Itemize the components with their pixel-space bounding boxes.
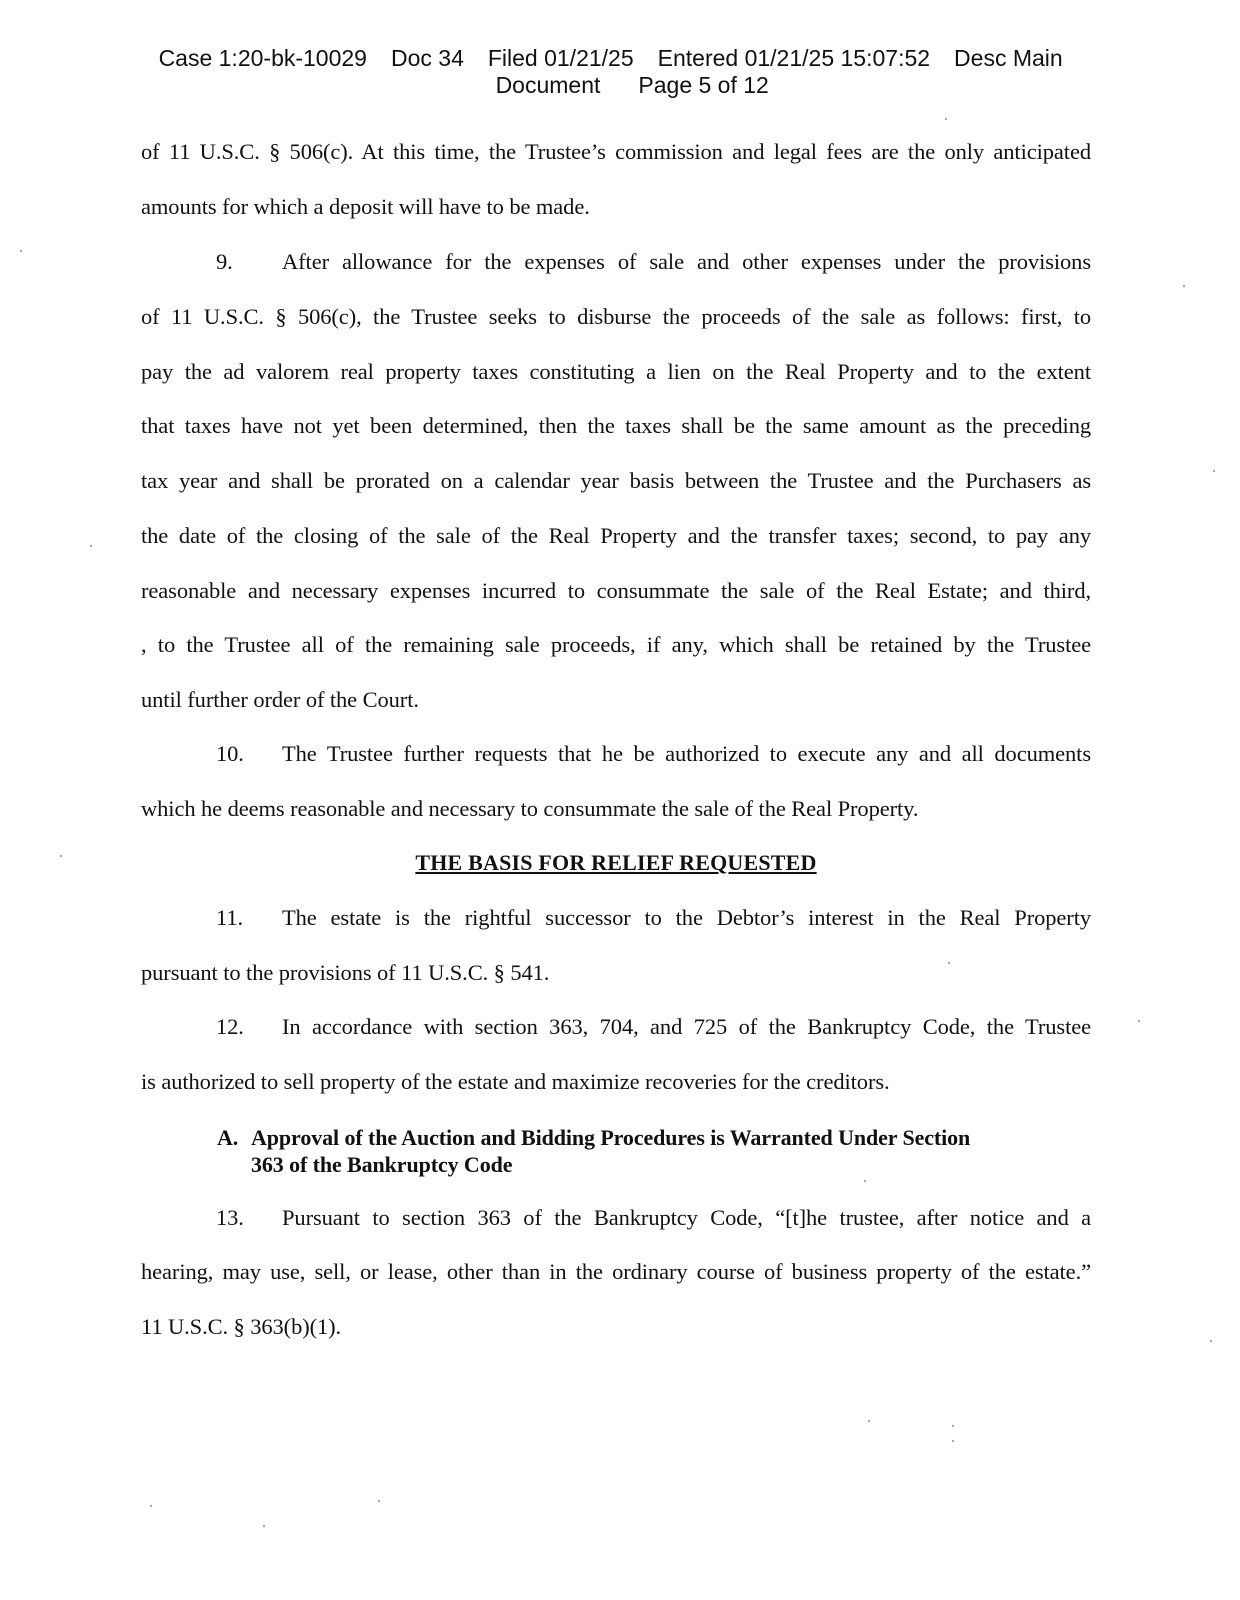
scan-speck (952, 1425, 954, 1427)
paragraph-9-number: 9. (216, 249, 233, 274)
scan-speck (378, 1500, 380, 1502)
scan-speck (60, 855, 62, 857)
paragraph-9-line-4: that taxes have not yet been determined, then the taxes shall be the same amount as the preceding (141, 413, 1091, 438)
paragraph-10-number: 10. (216, 741, 244, 766)
paragraph-11-text-1: The estate is the rightful successor to the Debtor’s interest in the Real Property (282, 905, 1091, 930)
paragraph-9-text-1: After allowance for the expenses of sale and other expenses under the provisions (282, 249, 1091, 274)
scan-speck (868, 1420, 870, 1422)
paragraph-9-line-1 (141, 249, 1091, 275)
scan-speck (1210, 1340, 1212, 1342)
subheading-a-letter: A. (217, 1125, 239, 1150)
paragraph-12-number: 12. (216, 1014, 244, 1039)
page-indicator: Page 5 of 12 (638, 72, 769, 98)
paragraph-9-line-3: pay the ad valorem real property taxes constituting a lien on the Real Property and to the extent (141, 359, 1091, 384)
filed-date: Filed 01/21/25 (487, 45, 634, 71)
scan-speck (90, 545, 92, 547)
paragraph-9-line-2: of 11 U.S.C. § 506(c), the Trustee seeks to disburse the proceeds of the sale as follows: first, to (141, 304, 1091, 329)
description: Desc Main (954, 45, 1063, 71)
paragraph-9-line-7: reasonable and necessary expenses incurred to consummate the sale of the Real Estate; and third, (141, 578, 1091, 603)
doc-number: Doc 34 (390, 45, 464, 71)
scan-speck (864, 1180, 866, 1182)
subheading-a (217, 1124, 970, 1178)
continuation-line-1: of 11 U.S.C. § 506(c). At this time, the Trustee’s commission and legal fees are the only anticipated (141, 139, 1091, 164)
paragraph-12-line-1 (141, 1014, 1091, 1040)
scan-speck (1138, 1020, 1140, 1022)
paragraph-11-number: 11. (216, 905, 243, 930)
scan-speck (1213, 470, 1215, 472)
paragraph-12-text-1: In accordance with section 363, 704, and 725 of the Bankruptcy Code, the Trustee (282, 1014, 1091, 1039)
paragraph-10-text-1: The Trustee further requests that he be authorized to execute any and all documents (282, 741, 1091, 766)
paragraph-10-line-1 (141, 741, 1091, 767)
case-number: Case 1:20-bk-10029 (158, 45, 367, 71)
paragraph-13-line-3: 11 U.S.C. § 363(b)(1). (141, 1314, 342, 1339)
subheading-a-line-1 (217, 1124, 970, 1151)
subheading-a-text-1: Approval of the Auction and Bidding Procedures is Warranted Under Section (251, 1125, 971, 1150)
subheading-a-line-2: 363 of the Bankruptcy Code (251, 1152, 513, 1177)
paragraph-11-line-2: pursuant to the provisions of 11 U.S.C. § 541. (141, 960, 550, 985)
paragraph-11-line-1 (141, 905, 1091, 931)
paragraph-13-text-1: Pursuant to section 363 of the Bankruptcy Code, “[t]he trustee, after notice and a (282, 1205, 1091, 1230)
document-label: Document (495, 72, 601, 98)
paragraph-13-line-2: hearing, may use, sell, or lease, other than in the ordinary course of business property of the estate.” (141, 1259, 1091, 1284)
scan-speck (263, 1525, 265, 1527)
scan-speck (948, 962, 950, 964)
paragraph-9-line-6: the date of the closing of the sale of the Real Property and the transfer taxes; second, to pay any (141, 523, 1091, 548)
paragraph-9-line-8: , to the Trustee all of the remaining sale proceeds, if any, which shall be retained by the Trustee (141, 632, 1091, 657)
continuation-line-2: amounts for which a deposit will have to be made. (141, 194, 590, 219)
paragraph-9-line-5: tax year and shall be prorated on a calendar year basis between the Trustee and the Purchasers as (141, 468, 1091, 493)
paragraph-10-line-2: which he deems reasonable and necessary to consummate the sale of the Real Property. (141, 796, 919, 821)
scan-speck (952, 1440, 954, 1442)
paragraph-13-line-1 (141, 1205, 1091, 1231)
paragraph-12-line-2: is authorized to sell property of the estate and maximize recoveries for the creditors. (141, 1069, 890, 1094)
scan-speck (150, 1505, 152, 1507)
scan-speck (20, 250, 22, 252)
section-heading: THE BASIS FOR RELIEF REQUESTED (415, 850, 817, 875)
scan-speck (1183, 285, 1185, 287)
paragraph-13-number: 13. (216, 1205, 244, 1230)
entered-date: Entered 01/21/25 15:07:52 (657, 45, 931, 71)
paragraph-9-line-9: until further order of the Court. (141, 687, 419, 712)
filing-header-line-2 (470, 45, 769, 126)
scan-speck (945, 118, 947, 120)
